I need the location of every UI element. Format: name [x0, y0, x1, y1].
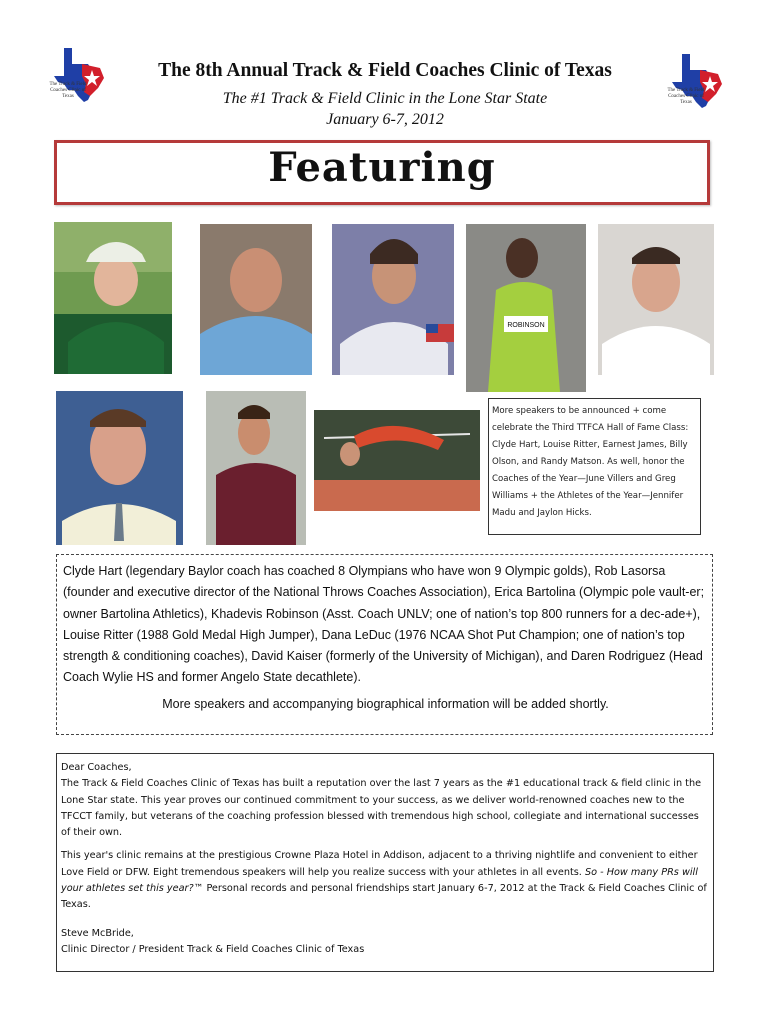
featuring-banner	[54, 140, 710, 205]
speaker-photo-david-kaiser	[206, 391, 306, 545]
logo-caption: The Track & Field Coaches Clinic of Texas	[667, 88, 705, 105]
speaker-photo-dana-leduc	[56, 391, 183, 545]
speaker-bios-box	[56, 554, 713, 735]
signature-name: Steve McBride,	[61, 927, 134, 939]
letter-paragraph-2-end: ™ Personal records and personal friendships start January 6-7, 2012 at the Track & Field Coaches Clinic of Texas.	[61, 883, 707, 911]
logo-caption: The Track & Field Coaches Clinic of Texas	[49, 82, 87, 99]
bios-more-note: More speakers and accompanying biographical information will be added shortly.	[162, 696, 609, 711]
subtitle-line: The #1 Track & Field Clinic in the Lone Star State	[222, 90, 548, 107]
page-subtitle	[0, 88, 770, 130]
signature-title: Clinic Director / President Track & Field Coaches Clinic of Texas	[61, 943, 365, 955]
letter-box	[56, 753, 714, 972]
letter-paragraph-2-start: This year's clinic remains at the prestigious Crowne Plaza Hotel in Addison, adjacent to a thriving nightlife and convenient to either Love Field or DFW. Eight tremendous speakers will help you realize success with your athletes in all events.	[61, 850, 698, 878]
speaker-photo-clyde-hart	[54, 222, 172, 374]
speaker-photo-erica-bartolina	[332, 224, 454, 375]
speaker-photo-high-jump	[314, 410, 480, 511]
letter-slogan: So - How many PRs will your athletes set this year?	[61, 866, 698, 895]
more-speakers-box: More speakers to be announced + come celebrate the Third TTFCA Hall of Fame Class: Clyde Hart, Louise Ritter, Earnest James, Billy Olson, and Randy Matson. As well, honor the Coaches of the Year—June Villers and Greg Williams + the Athletes of the Year—Jennifer Madu and Jaylon Hicks.	[488, 398, 701, 535]
banner-text: Featuring	[268, 144, 496, 191]
letter-greeting: Dear Coaches,	[61, 762, 132, 773]
letter-paragraph-2	[61, 848, 709, 913]
speaker-photo-louise-ritter	[598, 224, 714, 375]
page-title: The 8th Annual Track & Field Coaches Clinic of Texas	[158, 60, 612, 81]
speaker-photo-khadevis-robinson	[466, 224, 586, 392]
speaker-bios: Clyde Hart (legendary Baylor coach has coached 8 Olympians who have won 9 Olympic golds), Rob Lasorsa (founder and executive director of the National Throws Coaches Association), Erica Bartolina (Olympic pole vault-er; owner Bartolina Athletics), Khadevis Robinson (Asst. Coach UNLV; one of nation’s top 800 runners for a dec-ade+), Louise Ritter (1988 Gold Medal High Jumper), Dana LeDuc (1976 NCAA Shot Put Champion; one of nation’s top strength & conditioning coaches), David Kaiser (formerly of the University of Michigan), and Daren Rodriguez (Head Coach Wylie HS and former Angelo State decathlete).	[63, 564, 705, 685]
jersey-bib-text: ROBINSON	[507, 322, 545, 329]
letter-paragraph-1: The Track & Field Coaches Clinic of Texas has built a reputation over the last 7 years as the #1 educational track & field clinic in the Lone Star state. This year proves our continued commitment to your success, as we deliver world-renowned coaches new to the TFCCT family, but veterans of the coaching profession blessed with tremendous high school, collegiate and international successes of their own.	[61, 778, 702, 839]
event-dates: January 6-7, 2012	[326, 111, 444, 128]
letter-signature	[61, 926, 709, 959]
speaker-photo-rob-lasorsa	[200, 224, 312, 375]
